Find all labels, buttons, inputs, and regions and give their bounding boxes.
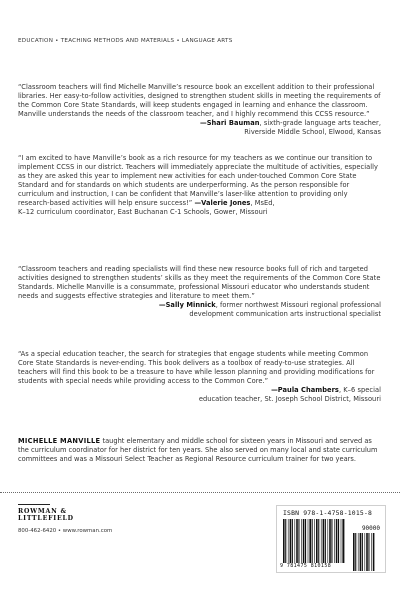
author-name: MICHELLE MANVILLE [18,437,101,445]
blurb-quote: “Classroom teachers will find Michelle Manville’s resource book an excellent addition to their professional libraries. Her easy-to-follow activities, designed to strengthen student skills in meeting the requirements of the Common Core State Standards, will keep students engaged in learning and enhance the classroom. Manville understands the needs of the classroom teacher, and I highly recommend this CCSS resource.” [18,83,381,118]
publisher-contact: 800-462-6420 • www.rowman.com [18,528,113,534]
barcode-bar [334,519,335,563]
blurb-author-title: , sixth-grade language arts teacher, [259,119,381,127]
barcode-bar [365,533,366,571]
blurb-author: —Valerie Jones [194,199,251,207]
barcode-bar [371,533,372,571]
barcode-bar [362,533,363,571]
blurb-author-affiliation: education teacher, St. Joseph School District, Missouri [198,395,381,403]
barcode-bar [303,519,305,563]
barcode-bar [283,519,285,563]
category-line: EDUCATION • TEACHING METHODS AND MATERIALS • LANGUAGE ARTS [18,38,233,44]
blurb-attribution [18,119,381,137]
blurb-4 [18,350,381,404]
barcode-bar [342,519,344,563]
logo-rule [18,504,50,505]
barcode-bar [301,519,302,563]
price-addon-bars [353,533,375,571]
barcode-bar [298,519,299,563]
barcode-bar [288,519,289,563]
barcode-digits: 9 781475 810158 [280,563,332,569]
barcode-bar [341,519,342,563]
dotted-divider [0,492,400,493]
barcode-bar [358,533,359,571]
barcode-bar [314,519,315,563]
blurb-author-title: , MsEd, [250,199,275,207]
barcode-bar [321,519,322,563]
barcode-bar [366,533,368,571]
blurb-author-affiliation: Riverside Middle School, Elwood, Kansas [244,128,381,136]
barcode-bar [336,519,338,563]
barcode-bar [329,519,331,563]
blurb-author-affiliation: development communication arts instructional specialist [189,310,381,318]
barcode-bar [353,533,355,571]
ean-barcode-bars [283,519,345,563]
blurb-quote: “I am excited to have Manville’s book as a rich resource for my teachers as we continue our transition to implement CCSS in our district. Teachers will immediately appreciate the multitude of activities, especially as they are asked this year to implement new activities for each under-touched Common Core State Standard and for standards on which students are underperforming. As the person responsible for curriculum and instruction, I can be confident that Manville’s laser-like attention to providing only research-based activities will help ensure success!” —Valerie Jones, MsEd, [18,154,379,207]
barcode-bar [355,533,356,571]
blurb-attribution [18,386,381,404]
barcode-bar [296,519,298,563]
barcode-bar [309,519,311,563]
blurb-author-affiliation: K–12 curriculum coordinator, East Buchanan C-1 Schools, Gower, Missouri [18,208,268,216]
price-code: 90000 [361,525,380,532]
barcode-bar [323,519,325,563]
isbn-barcode [276,505,386,573]
blurb-2 [18,154,381,217]
blurb-author: —Shari Bauman [200,119,260,127]
barcode-bar [373,533,375,571]
barcode-bar [338,519,339,563]
publisher-logo [18,504,98,523]
publisher-name-line1: ROWMAN & [18,507,67,515]
barcode-bar [316,519,318,563]
barcode-bar [360,533,362,571]
blurb-author: —Sally Minnick [158,301,216,309]
barcode-bar [328,519,329,563]
blurb-author-title: , K–6 special [338,386,381,394]
blurb-author-title: , former northwest Missouri regional professional [215,301,381,309]
blurb-quote: “Classroom teachers and reading specialists will find these new resource books full of rich and targeted activities designed to strengthen students’ skills as they meet the requirements of the Common Core State Standards. Michelle Manville is a consummate, professional Missouri educator who understands student needs and suggests effective strategies and literature to meet them.” [18,265,381,300]
barcode-bar [325,519,326,563]
isbn-number: ISBN 978-1-4758-1015-8 [283,509,373,517]
barcode-bar [305,519,306,563]
barcode-bar [368,533,369,571]
author-bio [18,437,383,464]
barcode-bar [292,519,293,563]
blurb-quote: “As a special education teacher, the search for strategies that engage students while meeting Common Core State Standards is never-ending. This book delivers as a toolbox of ready-to-use strategies. All teachers will find this book to be a treasure to have while lesson planning and providing modifications for students with special needs while providing access to the Common Core.” [18,350,375,385]
author-bio-text: taught elementary and middle school for sixteen years in Missouri and served as the curriculum coordinator for her district for ten years. She also served on many local and state curriculum committees and was a Missouri Select Teacher as Regional Resource curriculum trainer for two years. [18,437,378,463]
barcode-bar [318,519,319,563]
barcode-bar [295,519,296,563]
barcode-bar [290,519,292,563]
blurb-1 [18,83,381,137]
barcode-bar [285,519,286,563]
barcode-bar [308,519,309,563]
barcode-bar [331,519,332,563]
publisher-name-line2: LITTLEFIELD [18,515,74,523]
blurb-author: —Paula Chambers [271,386,339,394]
blurb-attribution [18,301,381,319]
barcode-bar [312,519,313,563]
blurb-3 [18,265,381,319]
